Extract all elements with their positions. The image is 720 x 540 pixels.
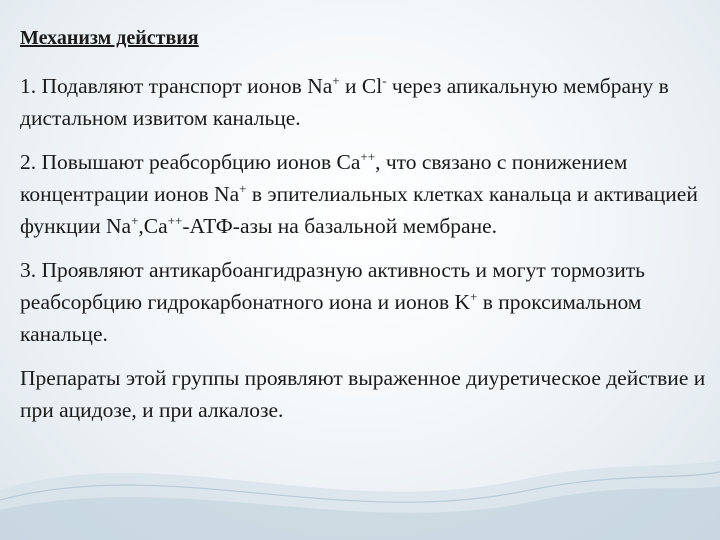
paragraph-3: 3. Проявляют антикарбоангидразную активность и могут тормозить реабсорбцию гидрокарбонатного иона и ионов K+ в проксимальном канальце. <box>20 258 645 346</box>
paragraph-2: 2. Повышают реабсорбцию ионов Ca++, что связано с понижением концентрации ионов Na+ в эпителиальных клетках канальца и активацией функции Na+,Ca++-АТФ-азы на базальной мембране. <box>20 148 698 238</box>
slide-heading: Механизм действия <box>20 27 199 49</box>
slide-content <box>20 24 710 438</box>
paragraph-1: 1. Подавляют транспорт ионов Na+ и Cl- через апикальную мембрану в дистальном извитом канальце. <box>20 72 669 130</box>
paragraph-4: Препараты этой группы проявляют выраженное диуретическое действие и при ацидозе, и при алкалозе. <box>20 366 706 422</box>
